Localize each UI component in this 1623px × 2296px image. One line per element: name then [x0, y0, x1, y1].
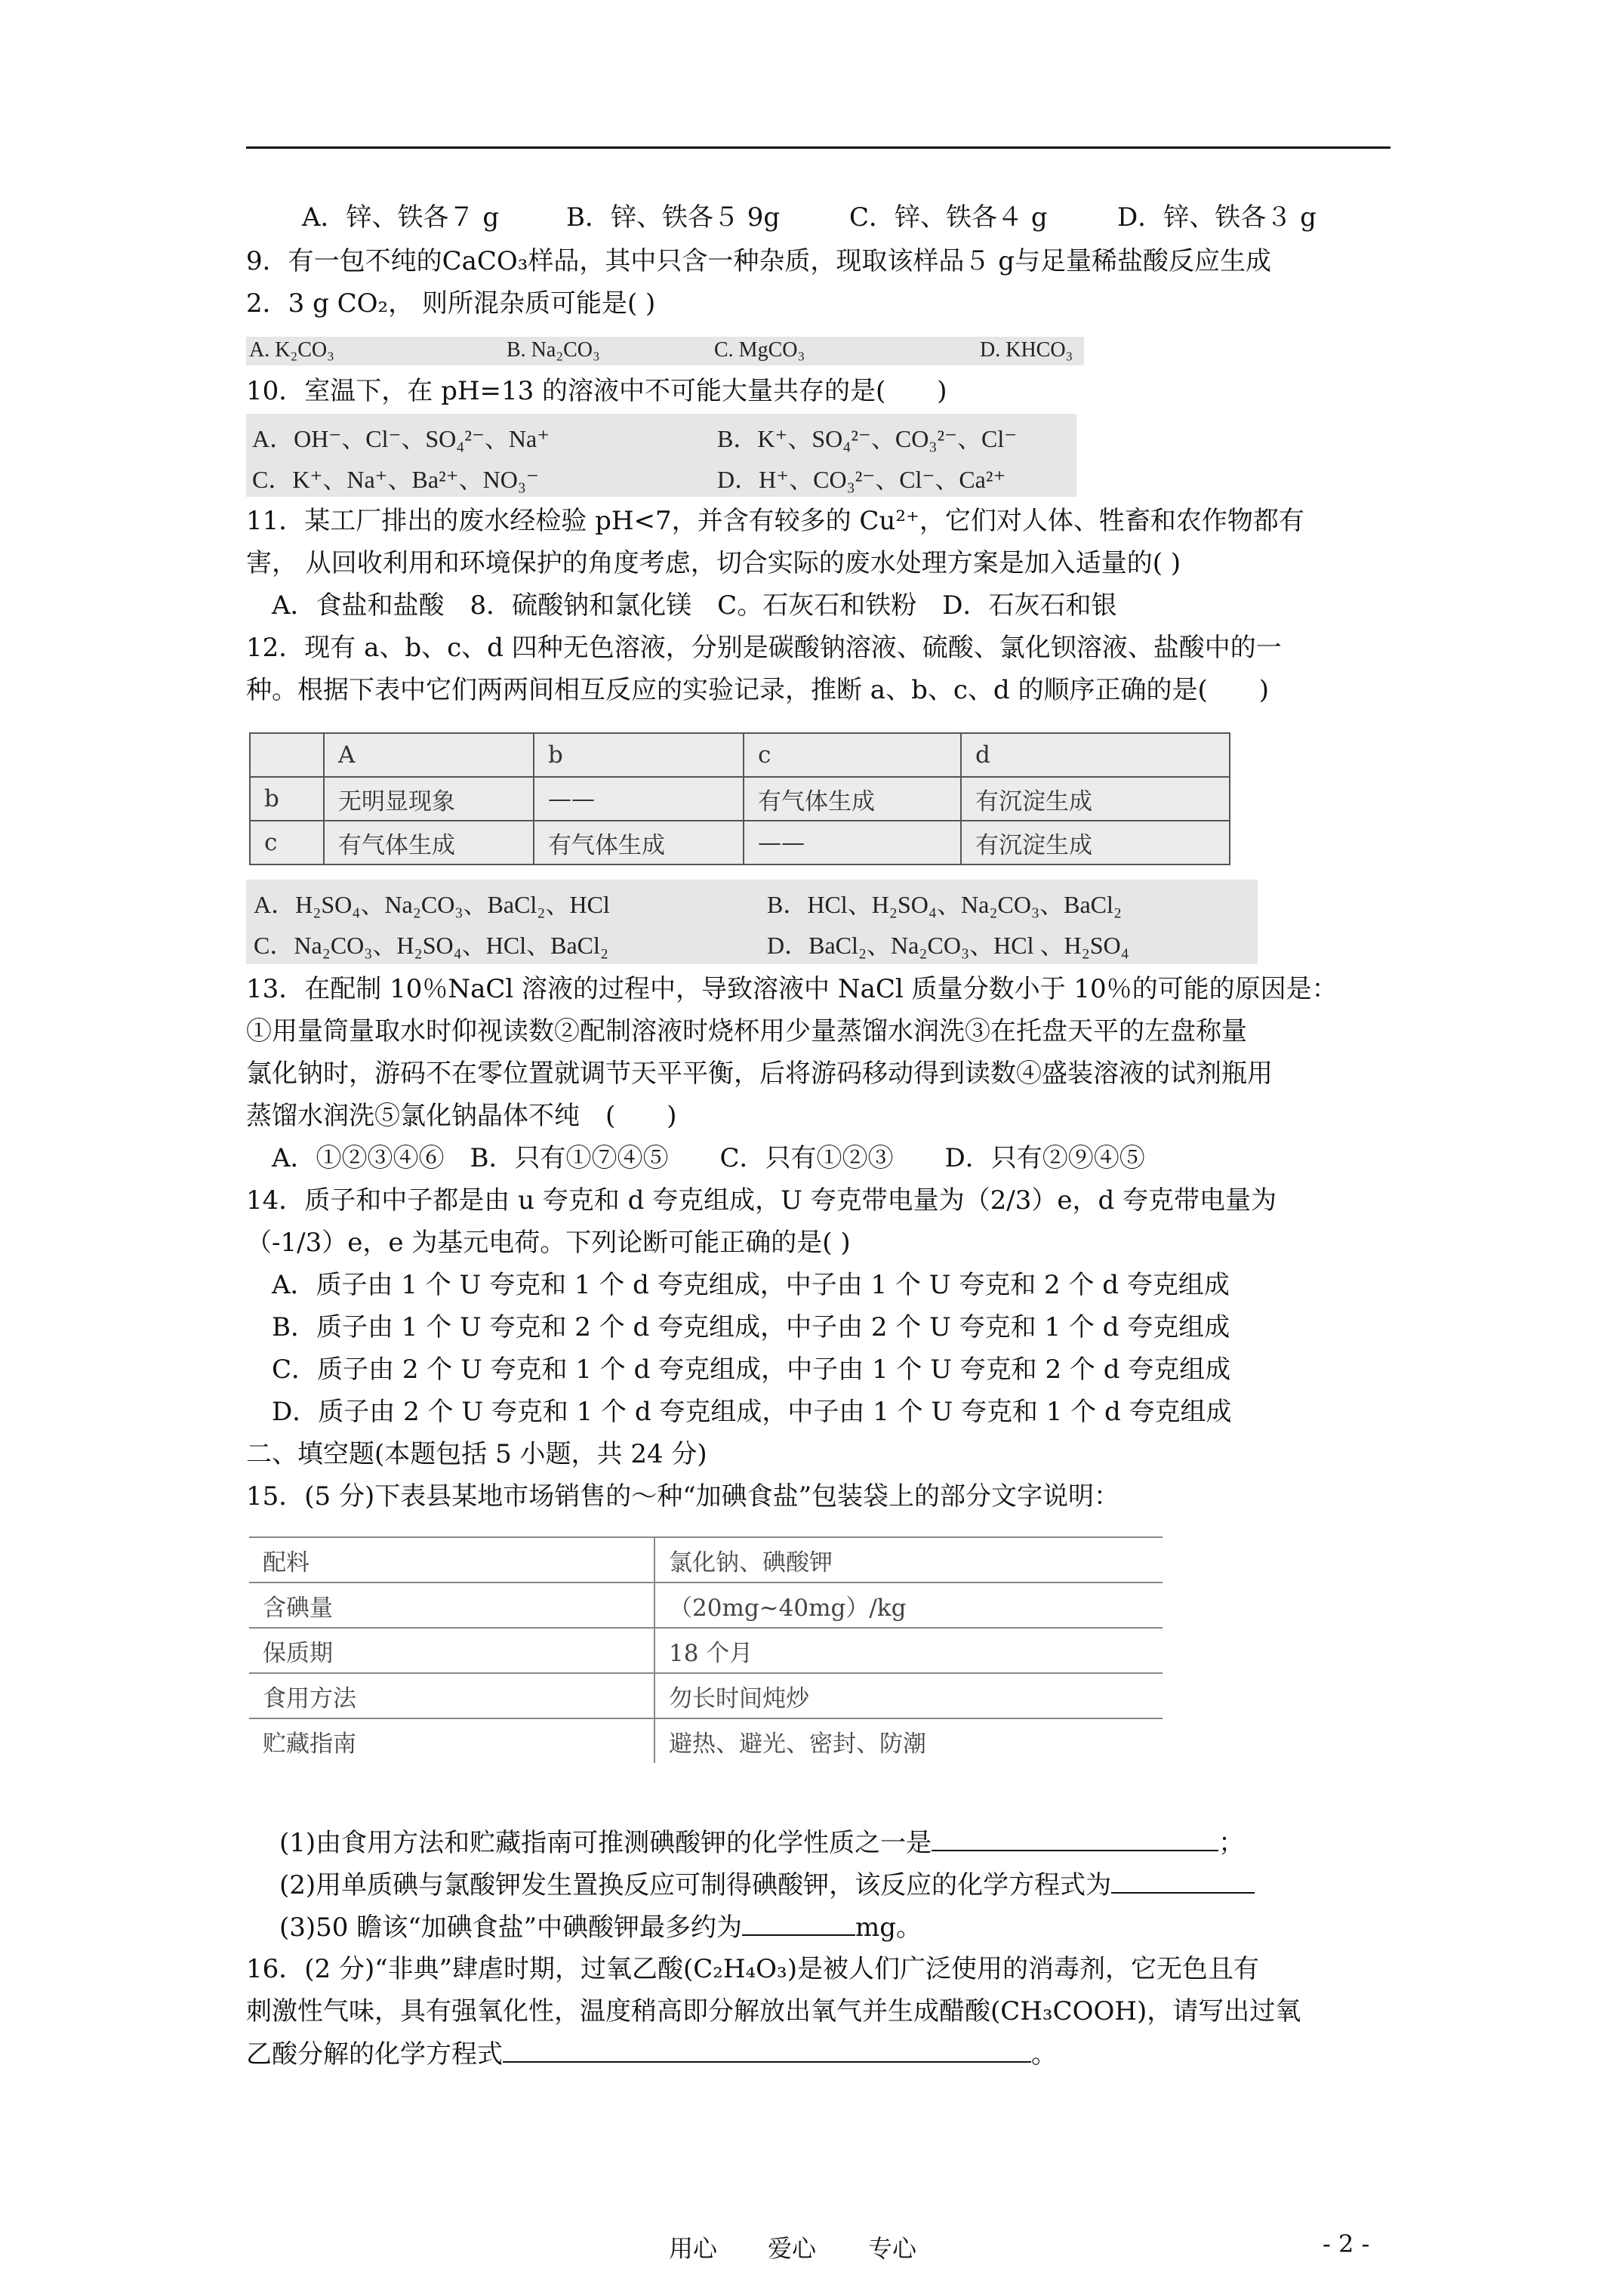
table-cell: 勿长时间炖炒	[654, 1673, 1163, 1718]
q15-sub-1	[279, 1827, 1244, 1858]
table-cell: ——	[534, 777, 744, 821]
q10-option-a: A．OH⁻、Cl⁻、SO₄²⁻、Na⁺	[252, 425, 550, 452]
table-cell: 含碘量	[249, 1583, 654, 1628]
q13-line-3: 氯化钠时，游码不在零位置就调节天平平衡，后将游码移动得到读数④盛装溶液的试剂瓶用	[246, 1059, 1273, 1089]
q13-options: A．①②③④⑥ B．只有①⑦④⑤ C．只有①②③ D．只有②⑨④⑤	[272, 1143, 1145, 1173]
q14-line-1: 14．质子和中子都是由 u 夸克和 d 夸克组成，U 夸克带电量为（2/3）e，d 夸克带电量为	[246, 1185, 1277, 1216]
table-cell: d	[961, 733, 1230, 777]
q8-option-b: B．锌、铁各５ 9g	[566, 202, 781, 233]
q9-line-1: 9．有一包不纯的CaCO₃样品，其中只含一种杂质，现取该样品５ g与足量稀盐酸反应生成	[246, 246, 1272, 276]
table-cell: 避热、避光、密封、防潮	[669, 1730, 926, 1758]
q14-option-b: B．质子由 1 个 U 夸克和 2 个 d 夸克组成，中子由 2 个 U 夸克和 1 个 d 夸克组成	[272, 1312, 1230, 1342]
q11-line-1: 11．某工厂排出的废水经检验 pH<7，并含有较多的 Cu²⁺，它们对人体、牲畜和农作物都有	[246, 506, 1304, 536]
table-cell: b	[250, 777, 324, 821]
q12-line-1: 12．现有 a、b、c、d 四种无色溶液，分别是碳酸钠溶液、硫酸、氯化钡溶液、盐酸中的一	[246, 633, 1282, 663]
q8-option-c: C．锌、铁各４ g	[849, 202, 1048, 233]
q10-option-c: C．K⁺、Na⁺、Ba²⁺、NO₃⁻	[252, 466, 539, 493]
table-row	[249, 1537, 1163, 1583]
table-cell: 贮藏指南	[249, 1718, 654, 1763]
q15-sub-1-blank[interactable]	[932, 1827, 1218, 1851]
q11-options: A．食盐和盐酸 8．硫酸钠和氯化镁 C。石灰石和铁粉 D．石灰石和银	[272, 590, 1117, 621]
q9-option-c: C. MgCO₃	[714, 338, 805, 362]
table-row	[249, 1673, 1163, 1718]
table-cell: 保质期	[249, 1628, 654, 1673]
q16-line-1: 16．(2 分)“非典”肆虐时期，过氧乙酸(C₂H₄O₃)是被人们广泛使用的消毒剂，它无色且有	[246, 1954, 1259, 1984]
q11-line-2: 害， 从回收利用和环境保护的角度考虑，切合实际的废水处理方案是加入适量的( )	[246, 548, 1181, 578]
table-row	[250, 821, 1230, 864]
table-row	[250, 733, 1230, 777]
q15-sub-3-text: (3)50 瞻该“加碘食盐”中碘酸钾最多约为	[279, 1912, 742, 1943]
q12-option-c: C．Na₂CO₃、H₂SO₄、HCl、BaCl₂	[254, 932, 609, 959]
q13-line-1: 13．在配制 10％NaCl 溶液的过程中，导致溶液中 NaCl 质量分数小于 10％的可能的原因是：	[246, 974, 1338, 1004]
q15-sub-1-text: (1)由食用方法和贮藏指南可推测碘酸钾的化学性质之一是	[279, 1828, 932, 1858]
q12-options-scan	[246, 880, 1258, 964]
footer-motto-1: 用心	[669, 2234, 718, 2263]
table-row	[249, 1718, 1163, 1763]
q16-line-2: 刺激性气味，具有强氧化性，温度稍高即分解放出氧气并生成醋酸(CH₃COOH)，请写出过氧	[246, 1996, 1301, 2026]
q14-line-2: （-1/3）e，e 为基元电荷。下列论断可能正确的是( )	[246, 1228, 851, 1258]
table-row	[250, 777, 1230, 821]
table-cell: （20mg~40mg）/kg	[654, 1583, 1163, 1628]
q8-option-d: D．锌、铁各３ g	[1117, 202, 1317, 233]
table-cell: 有气体生成	[534, 821, 744, 864]
table-cell: A	[324, 733, 534, 777]
q15-sub-3-unit: mg。	[855, 1912, 922, 1943]
q12-option-a: A．H₂SO₄、Na₂CO₃、BaCl₂、HCl	[254, 891, 610, 918]
q15-sub-3	[279, 1912, 922, 1943]
q14-option-a: A．质子由 1 个 U 夸克和 1 个 d 夸克组成，中子由 1 个 U 夸克和 2 个 d 夸克组成	[272, 1270, 1230, 1300]
q15-stem: 15．(5 分)下表县某地市场销售的～种“加碘食盐”包装袋上的部分文字说明：	[246, 1481, 1119, 1512]
q15-sub-2-text: (2)用单质碘与氯酸钾发生置换反应可制得碘酸钾，该反应的化学方程式为	[279, 1870, 1112, 1900]
table-row	[249, 1583, 1163, 1628]
q15-sub-2	[279, 1869, 1255, 1900]
q10-option-b: B．K⁺、SO₄²⁻、CO₃²⁻、Cl⁻	[717, 425, 1018, 452]
q8-option-a: A．锌、铁各７ g	[302, 202, 500, 233]
q13-line-2: ①用量筒量取水时仰视读数②配制溶液时烧杯用少量蒸馏水润洗③在托盘天平的左盘称量	[246, 1016, 1247, 1046]
table-cell: 18 个月	[654, 1628, 1163, 1673]
q12-line-2: 种。根据下表中它们两两间相互反应的实验记录，推断 a、b、c、d 的顺序正确的是( )	[246, 675, 1269, 705]
q15-sub-1-end: ；	[1218, 1828, 1245, 1858]
table-row	[249, 1628, 1163, 1673]
q15-table	[249, 1536, 1163, 1763]
table-cell: ——	[744, 821, 961, 864]
table-cell: 配料	[249, 1537, 654, 1583]
q16-line-3-text: 乙酸分解的化学方程式	[246, 2039, 503, 2069]
table-cell: 有沉淀生成	[961, 777, 1230, 821]
footer-motto-2: 爱心	[768, 2234, 817, 2263]
table-cell: c	[250, 821, 324, 864]
table-cell: c	[744, 733, 961, 777]
q10-stem: 10．室温下，在 pH=13 的溶液中不可能大量共存的是( )	[246, 376, 947, 406]
q10-options-scan	[246, 414, 1076, 497]
header-rule	[246, 146, 1390, 149]
q9-option-d: D. KHCO₃	[980, 338, 1073, 362]
page-number: - 2 -	[1323, 2230, 1370, 2258]
table-cell	[250, 733, 324, 777]
q9-options-scan	[246, 337, 1084, 365]
q12-option-b: B．HCl、H₂SO₄、Na₂CO₃、BaCl₂	[767, 891, 1123, 918]
q9-option-a: A. K₂CO₃	[249, 338, 334, 362]
table-cell: 有气体生成	[324, 821, 534, 864]
q10-option-d: D．H⁺、CO₃²⁻、Cl⁻、Ca²⁺	[717, 466, 1006, 493]
q15-sub-2-blank[interactable]	[1111, 1869, 1255, 1894]
table-cell: 有沉淀生成	[961, 821, 1230, 864]
q16-answer-blank[interactable]	[503, 2039, 1031, 2063]
q9-option-b: B. Na₂CO₃	[507, 338, 600, 362]
table-cell: b	[534, 733, 744, 777]
section-2-title: 二、填空题(本题包括 5 小题，共 24 分)	[246, 1439, 707, 1469]
table-cell: 氯化钠、碘酸钾	[654, 1537, 1163, 1583]
table-cell: 食用方法	[249, 1673, 654, 1718]
q16-line-3	[246, 2039, 1057, 2069]
q9-line-2: 2．3 g CO₂， 则所混杂质可能是( )	[246, 288, 656, 319]
q13-line-4: 蒸馏水润洗⑤氯化钠晶体不纯 ( )	[246, 1101, 677, 1131]
q14-option-c: C．质子由 2 个 U 夸克和 1 个 d 夸克组成，中子由 1 个 U 夸克和 2 个 d 夸克组成	[272, 1354, 1231, 1385]
q16-line-3-end: 。	[1031, 2039, 1057, 2069]
footer-motto-3: 专心	[868, 2234, 917, 2263]
table-cell: 有气体生成	[744, 777, 961, 821]
q15-sub-3-blank[interactable]	[742, 1912, 855, 1936]
q12-option-d: D．BaCl₂、Na₂CO₃、HCl 、H₂SO₄	[767, 932, 1129, 959]
table-cell: 无明显现象	[324, 777, 534, 821]
q12-table	[249, 732, 1230, 865]
q14-option-d: D．质子由 2 个 U 夸克和 1 个 d 夸克组成，中子由 1 个 U 夸克和 1 个 d 夸克组成	[272, 1397, 1232, 1427]
